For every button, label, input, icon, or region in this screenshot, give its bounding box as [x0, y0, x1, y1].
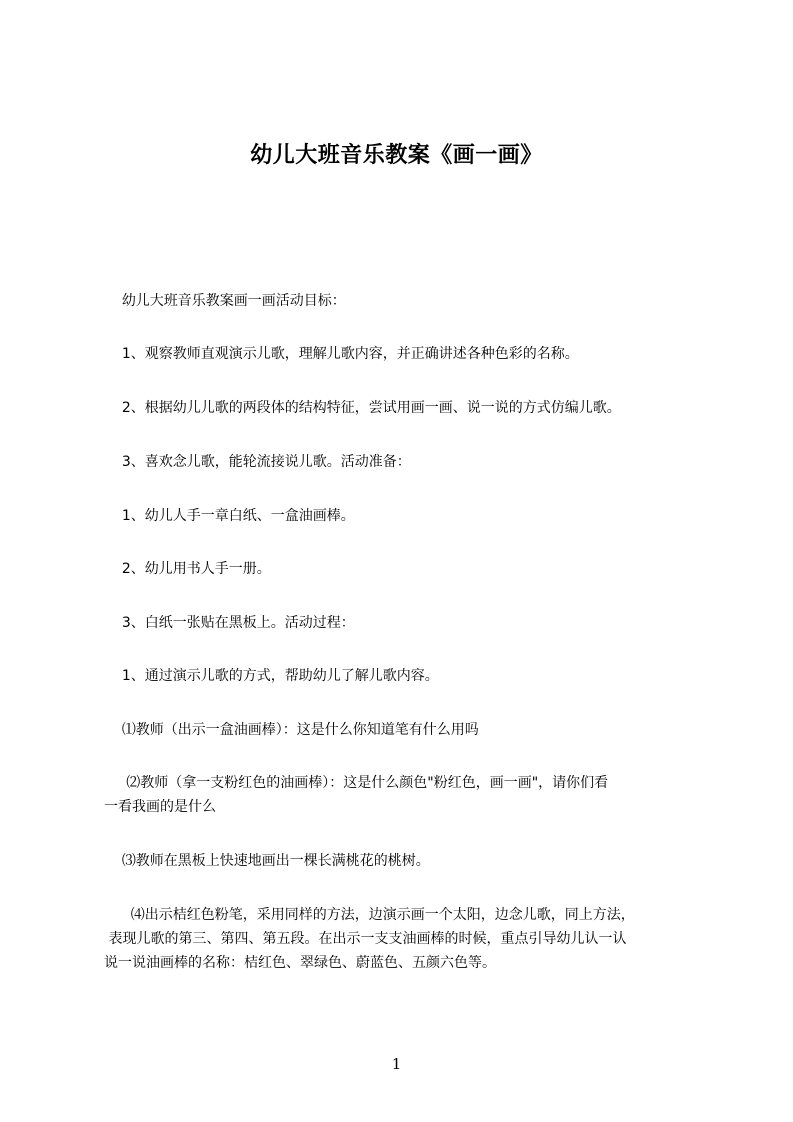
paragraph-step-4: ⑷出示桔红色粉笔，采用同样的方法，边演示画一个太阳，边念儿歌，同上方法， 表现儿歌的第三、第四、第五段。在出示一支支油画棒的时候，重点引导幼儿认一认 说一说油画棒的名称：桔红色、翠绿色、蔚蓝色、五颜六色等。	[104, 907, 635, 971]
paragraph-step-3: ⑶教师在黑板上快速地画出一棵长满桃花的桃树。	[104, 853, 430, 869]
paragraph-process-1: 1、通过演示儿歌的方式，帮助幼儿了解儿歌内容。	[104, 668, 439, 684]
paragraph-step-1: ⑴教师（出示一盒油画棒）：这是什么你知道笔有什么用吗	[104, 722, 479, 738]
paragraph-prep-1: 1、幼儿人手一章白纸、一盒油画棒。	[104, 508, 355, 524]
document-title: 幼儿大班音乐教案《画一画》	[250, 143, 543, 168]
page-number: 1	[391, 1055, 402, 1073]
paragraph-prep-2: 2、幼儿用书人手一册。	[104, 561, 271, 577]
paragraph-goal-3: 3、喜欢念儿歌，能轮流接说儿歌。活动准备：	[104, 454, 411, 470]
paragraph-prep-3: 3、白纸一张贴在黑板上。活动过程：	[104, 615, 355, 631]
paragraph-activity-goals: 幼儿大班音乐教案画一画活动目标：	[104, 293, 346, 309]
paragraph-goal-1: 1、观察教师直观演示儿歌，理解儿歌内容，并正确讲述各种色彩的名称。	[104, 346, 579, 362]
paragraph-goal-2: 2、根据幼儿儿歌的两段体的结构特征，尝试用画一画、说一说的方式仿编儿歌。	[104, 400, 621, 416]
paragraph-step-2: ⑵教师（拿一支粉红色的油画棒）：这是什么颜色"粉红色，画一画"，请你们看 一看我画的是什么	[104, 775, 609, 815]
